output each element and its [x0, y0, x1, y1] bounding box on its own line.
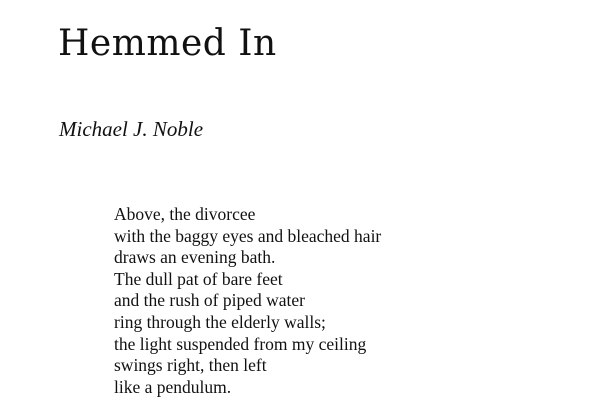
- poem-author: Michael J. Noble: [59, 117, 204, 141]
- poem-line: with the baggy eyes and bleached hair: [114, 225, 382, 246]
- poem-line: and the rush of piped water: [114, 290, 305, 311]
- poem-line: Above, the divorcee: [114, 204, 256, 224]
- poem-line: The dull pat of bare feet: [114, 268, 283, 289]
- poem-line: like a pendulum.: [114, 376, 232, 397]
- poem-line: the light suspended from my ceiling: [114, 333, 367, 354]
- poem-line: ring through the elderly walls;: [114, 311, 326, 332]
- poem-title: Hemmed In: [58, 23, 277, 64]
- poem-line: draws an evening bath.: [114, 247, 276, 268]
- poem-line: swings right, then left: [114, 355, 267, 376]
- poem-body: [114, 204, 381, 398]
